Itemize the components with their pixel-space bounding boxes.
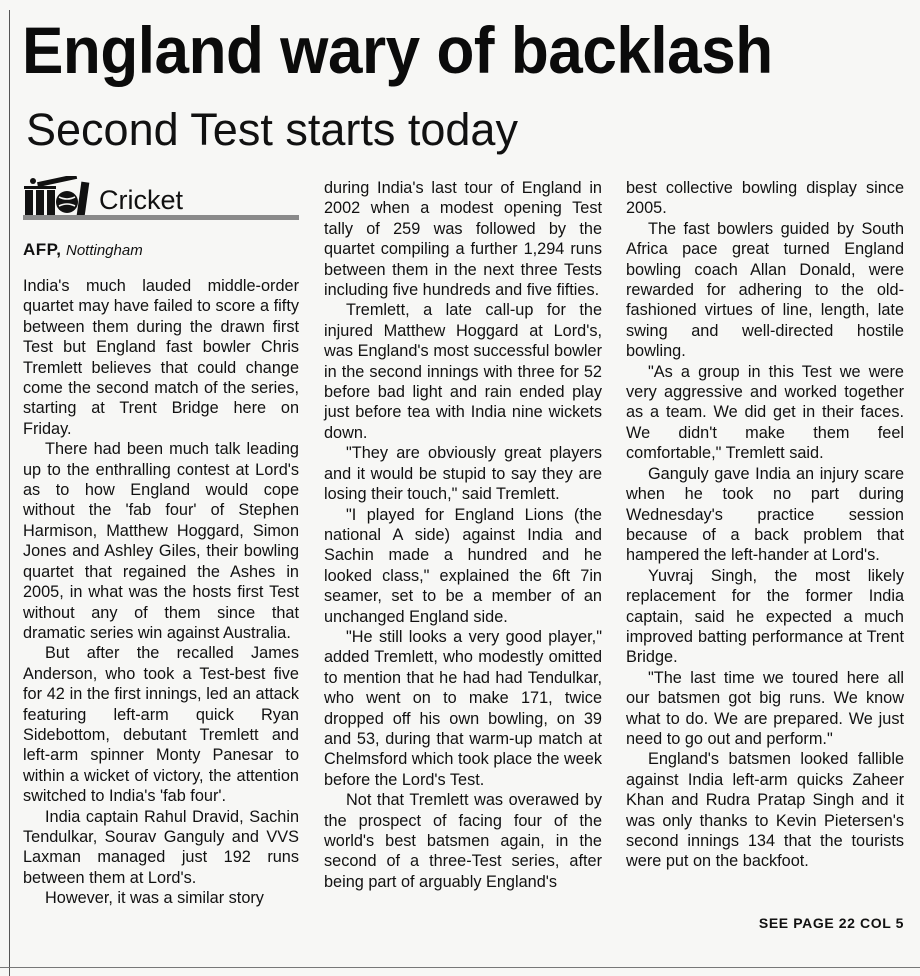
paragraph: during India's last tour of England in 2002 when a modest opening Test tally of 259 was followed by the quartet compiling a further 1,294 runs between them in the next three Tests including five hundreds and five fifties. (324, 179, 602, 300)
paragraph: Ganguly gave India an injury scare when he took no part during Wednesday's practice session because of a back problem that hampered the left-hander at Lord's. (626, 464, 904, 565)
headline: England wary of backlash (22, 13, 773, 87)
paragraph: India captain Rahul Dravid, Sachin Tendulkar, Sourav Ganguly and VVS Laxman managed just 192 runs between them at Lord's. (23, 807, 299, 887)
cricket-bat-ball-icon (23, 176, 93, 218)
paragraph: "The last time we toured here all our batsmen got big runs. We know what to do. We are prepared. We just need to go out and perform." (626, 668, 904, 748)
continued-jump-line: SEE PAGE 22 COL 5 (758, 915, 904, 931)
byline-agency: AFP, (23, 240, 62, 259)
section-rule (23, 215, 299, 220)
clipped-previous-text (0, 0, 920, 8)
paragraph: "As a group in this Test we were very aggressive and worked together as a team. We did get in their faces. We didn't make them feel comfortable," Tremlett said. (626, 362, 904, 463)
paragraph: However, it was a similar story (45, 889, 264, 908)
article-column-2 (324, 178, 602, 892)
paragraph: But after the recalled James Anderson, who took a Test-best five for 42 in the first innings, led an attack featuring left-arm quick Ryan Sidebottom, debutant Tremlett and left-arm spinner Monty Panesar to within a wicket of victory, the attention switched to India's 'fab four'. (23, 644, 299, 806)
column-rule (9, 10, 10, 976)
bottom-rule (0, 967, 920, 968)
paragraph: Tremlett, a late call-up for the injured Matthew Hoggard at Lord's, was England's most successful bowler in the second innings with three for 52 before bad light and rain ended play just before tea with India nine wickets down. (324, 301, 602, 442)
paragraph: The fast bowlers guided by South Africa pace great turned England bowling coach Allan Donald, were rewarded for adhering to the old-fashioned virtues of line, length, late swing and well-directed hostile bowling. (626, 219, 904, 361)
paragraph: India's much lauded middle-order quartet may have failed to score a fifty between them during the drawn first Test but England fast bowler Chris Tremlett believes that could change come the second match of the series, starting at Trent Bridge here on Friday. (23, 277, 299, 438)
byline (23, 240, 299, 261)
paragraph: "He still looks a very good player," added Tremlett, who modestly omitted to mention that he had had Tendulkar, who went on to make 171, twice dropped off his own bowling, on 39 and 53, during that warm-up match at Chelmsford which took place the week before the Lord's Test. (324, 627, 602, 789)
article-column-1 (23, 276, 299, 909)
subheadline: Second Test starts today (26, 104, 518, 155)
paragraph: "They are obviously great players and it would be stupid to say they are losing their touch," said Tremlett. (324, 444, 602, 504)
section-tag (23, 176, 299, 222)
paragraph: England's batsmen looked fallible against India left-arm quicks Zaheer Khan and Rudra Pratap Singh and it was only thanks to Kevin Pietersen's second innings 134 that the tourists were put on the backfoot. (626, 750, 904, 871)
byline-place: Nottingham (66, 242, 143, 259)
paragraph: best collective bowling display since 2005. (626, 179, 904, 218)
paragraph: Yuvraj Singh, the most likely replacement for the former India captain, said he expected a much improved batting performance at Trent Bridge. (626, 566, 904, 667)
paragraph: There had been much talk leading up to the enthralling contest at Lord's as to how England would cope without the 'fab four' of Stephen Harmison, Matthew Hoggard, Simon Jones and Ashley Giles, their bowling quartet that regained the Ashes in 2005, in what was the hosts first Test without any of them since that dramatic series win against Australia. (23, 440, 299, 642)
paragraph: Not that Tremlett was overawed by the prospect of facing four of the world's best batsmen again, in the second of a three-Test series, after being part of arguably England's (324, 791, 602, 891)
section-label: Cricket (99, 185, 184, 215)
paragraph: "I played for England Lions (the national A side) against India and Sachin made a hundred and he looked class," explained the 6ft 7in seamer, set to be a member of an unchanged England side. (324, 505, 602, 626)
article-column-3 (626, 178, 904, 872)
